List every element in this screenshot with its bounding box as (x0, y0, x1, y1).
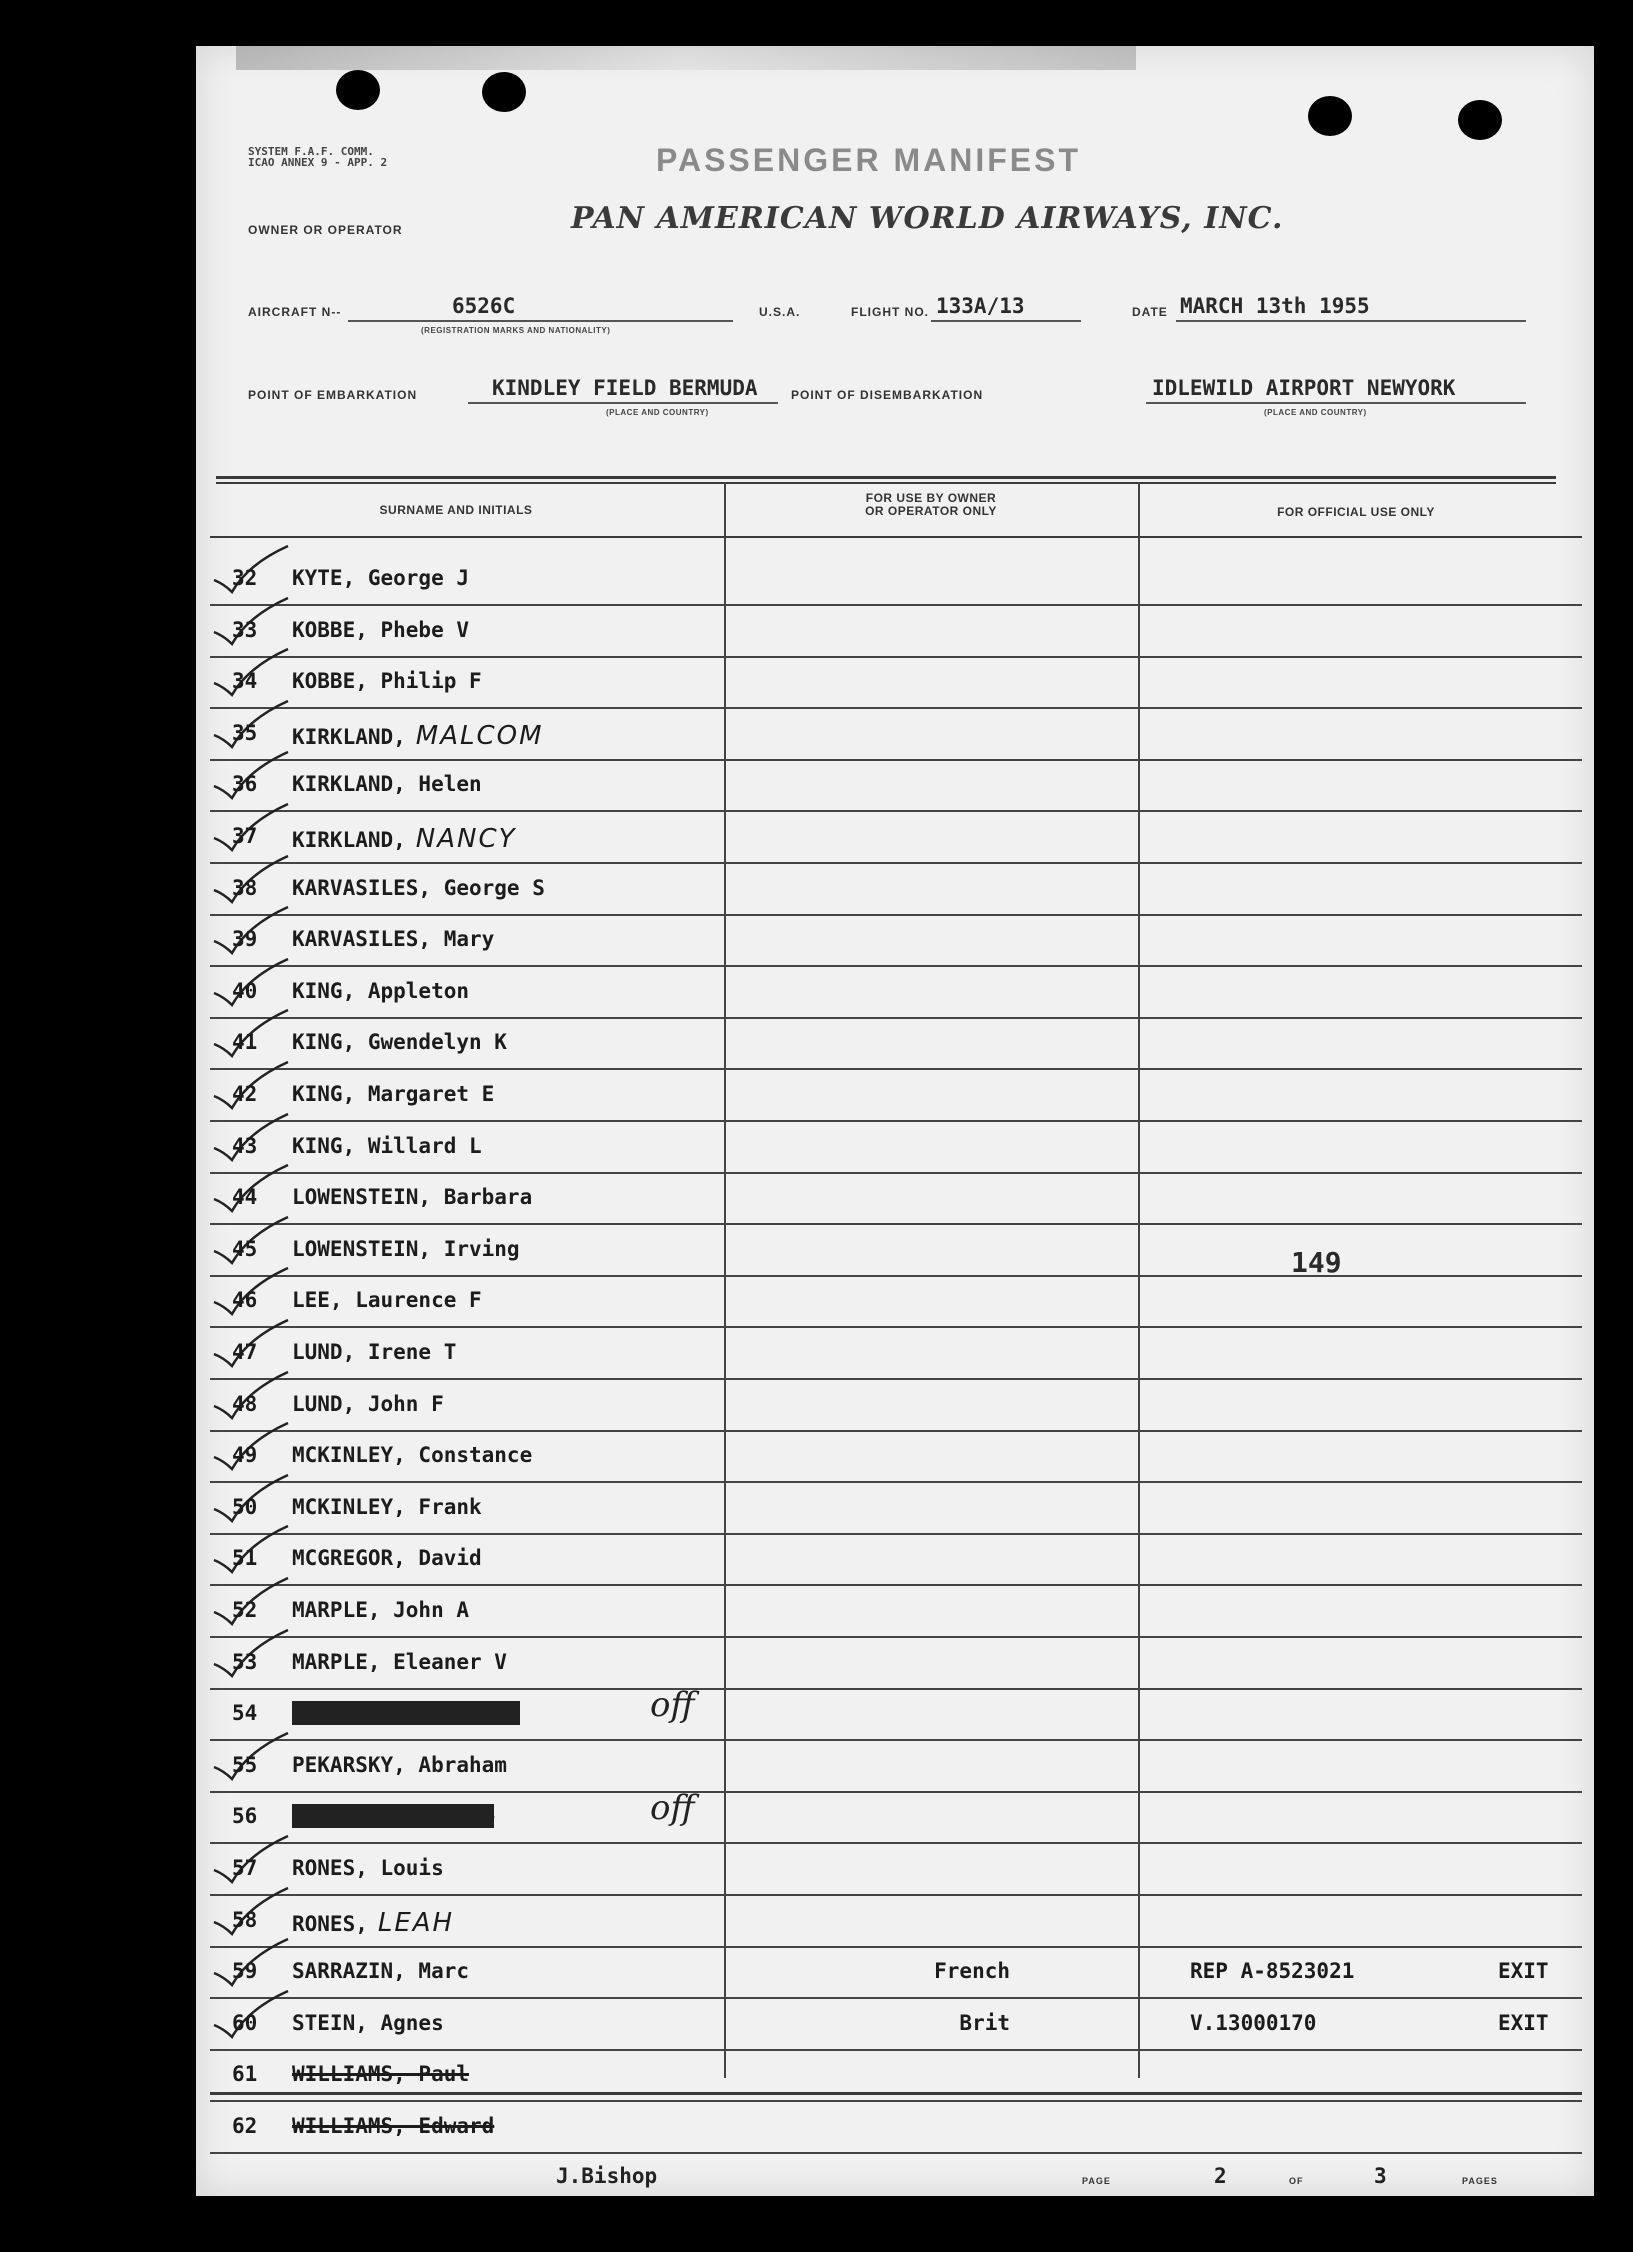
passenger-name (292, 1443, 532, 1467)
passenger-name (292, 1392, 444, 1416)
pages-label: PAGES (1462, 2176, 1498, 2186)
row-number: 60 (232, 2010, 258, 2035)
table-bottom-rule (210, 2092, 1582, 2095)
row-number: 52 (232, 1598, 258, 1622)
of-label: OF (1289, 2176, 1304, 2186)
row-number: 37 (232, 824, 258, 848)
passenger-surname: RONES, (292, 1911, 368, 1936)
row-number: 44 (232, 1185, 258, 1210)
passenger-name (292, 1288, 482, 1312)
aircraft-label: AIRCRAFT N-- (248, 305, 342, 319)
table-row (210, 1018, 1582, 1070)
nationality: French (934, 1959, 1010, 1984)
passenger-surname: KIRKLAND, Helen (292, 772, 482, 797)
passenger-surname: KING, Margaret E (292, 1082, 495, 1106)
table-row (210, 1586, 1582, 1638)
passenger-name (292, 1701, 520, 1725)
row-number: 55 (232, 1752, 258, 1777)
disembark-value: IDLEWILD AIRPORT NEWYORK (1152, 376, 1456, 400)
passenger-name (292, 566, 469, 590)
table-row (210, 1431, 1582, 1483)
table-row (210, 1225, 1582, 1277)
passenger-surname: STEIN, Agnes (292, 2010, 444, 2035)
passenger-surname: LUND, Irene T (292, 1340, 457, 1364)
table-row (210, 657, 1582, 709)
system-note-line2: ICAO ANNEX 9 - APP. 2 (248, 156, 388, 169)
row-number: 39 (232, 927, 258, 952)
passenger-name (292, 1856, 444, 1880)
passenger-name (292, 772, 482, 796)
table-row (210, 1741, 1582, 1793)
table-top-rule-2 (216, 482, 1556, 484)
passenger-name (292, 1546, 482, 1570)
passenger-name (292, 2114, 494, 2138)
system-note (248, 146, 387, 168)
table-row (210, 1483, 1582, 1535)
flight-line (931, 320, 1081, 322)
passenger-name (292, 1082, 494, 1106)
disembark-sub: (PLACE AND COUNTRY) (1264, 408, 1367, 417)
top-smudge (236, 46, 1136, 70)
passenger-surname: KING, Appleton (292, 978, 470, 1003)
passenger-surname: PEKARSKY, Abraham (292, 1752, 507, 1777)
signature: J.Bishop (556, 2164, 658, 2188)
table-row (210, 1328, 1582, 1380)
passenger-surname: WILLIAMS, Edward (292, 2114, 495, 2138)
passenger-surname: KIRKLAND, (292, 828, 406, 852)
row-number: 58 (232, 1907, 258, 1932)
table-top-rule (216, 476, 1556, 479)
passenger-name (292, 1908, 454, 1938)
row-number: 35 (232, 720, 258, 745)
table-row (210, 1788, 1582, 1844)
row-number: 43 (232, 1133, 258, 1158)
date-value: MARCH 13th 1955 (1180, 294, 1370, 318)
row-number: 53 (232, 1649, 258, 1674)
table-row (210, 915, 1582, 967)
passenger-surname: MCKINLEY, Frank (292, 1494, 482, 1519)
row-number: 57 (232, 1856, 258, 1880)
column-header-owner-line2: OR OPERATOR ONLY (865, 504, 997, 518)
table-row (210, 812, 1582, 864)
passenger-name (292, 876, 545, 900)
row-number: 50 (232, 1494, 258, 1519)
passenger-name (292, 2011, 444, 2035)
page-number: 2 (1214, 2164, 1227, 2188)
row-number: 36 (232, 772, 258, 797)
row-number: 51 (232, 1546, 258, 1571)
column-header-owner-line1: FOR USE BY OWNER (865, 491, 997, 505)
row-number: 41 (232, 1030, 258, 1055)
table-row (210, 864, 1582, 916)
passenger-name (292, 2062, 469, 2086)
embark-value: KINDLEY FIELD BERMUDA (492, 376, 758, 400)
row-number: 40 (232, 978, 258, 1003)
row-number: 56 (232, 1804, 258, 1829)
handwritten-name: MALCOM (415, 720, 544, 751)
page-total: 3 (1374, 2164, 1387, 2188)
passenger-surname: MARPLE, John A (292, 1598, 470, 1622)
passenger-surname: PIERCE, Denise E (292, 1804, 495, 1829)
passenger-name (292, 1495, 482, 1519)
official-status: EXIT (1498, 2010, 1549, 2035)
row-number: 42 (232, 1082, 258, 1106)
column-header-surname: SURNAME AND INITIALS (379, 503, 533, 517)
passenger-name (292, 1237, 520, 1261)
handwritten-name: NANCY (415, 824, 517, 854)
page-label: PAGE (1082, 2176, 1111, 2186)
row-number: 54 (232, 1701, 258, 1726)
passenger-name (292, 1598, 469, 1622)
row-number: 62 (232, 2114, 258, 2138)
table-row (210, 1844, 1582, 1896)
row-rule (210, 2152, 1582, 2154)
column-header-owner (736, 492, 1126, 518)
row-number: 61 (232, 2062, 258, 2087)
passenger-surname: WILLIAMS, Paul (292, 2062, 470, 2087)
table-row (210, 760, 1582, 812)
passenger-surname: KING, Gwendelyn K (292, 1030, 507, 1055)
passenger-name (292, 1804, 494, 1828)
system-note-line1: SYSTEM F.A.F. COMM. (248, 145, 374, 158)
passenger-surname: KARVASILES, George S (292, 875, 545, 900)
handwritten-name: LEAH (377, 1907, 455, 1938)
official-doc-number: V.13000170 (1190, 2010, 1317, 2035)
nationality: Brit (959, 2010, 1010, 2035)
passenger-surname: MCKINLEY, Constance (292, 1443, 533, 1468)
row-number: 49 (232, 1443, 258, 1468)
passenger-surname: RONES, Louis (292, 1856, 444, 1880)
date-line (1176, 320, 1526, 322)
table-row (210, 606, 1582, 658)
table-row (210, 1534, 1582, 1586)
table-row (210, 967, 1582, 1019)
row-number: 38 (232, 875, 258, 900)
row-number: 46 (232, 1288, 258, 1313)
table-row (210, 1896, 1582, 1948)
table-row (210, 1685, 1582, 1741)
official-stamp-number: 149 (1291, 1246, 1342, 1279)
row-number: 33 (232, 617, 258, 642)
passenger-name (292, 979, 469, 1003)
passenger-name (292, 1134, 482, 1158)
embark-label: POINT OF EMBARKATION (248, 388, 418, 402)
row-number: 45 (232, 1236, 258, 1261)
passenger-name (292, 1185, 532, 1209)
owner-value: PAN AMERICAN WORLD AIRWAYS, INC. (571, 201, 1284, 236)
passenger-name (292, 1030, 507, 1054)
owner-label: OWNER OR OPERATOR (248, 223, 403, 237)
row-number: 34 (232, 669, 258, 694)
table-row (210, 1947, 1582, 1999)
column-header-official: FOR OFFICIAL USE ONLY (1277, 505, 1435, 519)
embark-sub: (PLACE AND COUNTRY) (606, 408, 709, 417)
flight-value: 133A/13 (936, 294, 1025, 318)
manifest-page (196, 46, 1594, 2196)
passenger-name (292, 1753, 507, 1777)
table-row (210, 1173, 1582, 1225)
aircraft-line (348, 320, 733, 322)
punch-hole (1458, 100, 1502, 140)
usa-label: U.S.A. (759, 305, 801, 319)
aircraft-value: 6526C (452, 294, 516, 318)
passenger-surname: KING, Willard L (292, 1133, 482, 1158)
official-status: EXIT (1498, 1959, 1549, 1984)
table-row (210, 1276, 1582, 1328)
passenger-surname: MARPLE, Eleaner V (292, 1649, 507, 1674)
passenger-surname: LUND, John F (292, 1391, 444, 1416)
off-mark: off (650, 1788, 695, 1829)
table-row (210, 1638, 1582, 1690)
passenger-surname: LOWENSTEIN, Irving (292, 1236, 520, 1261)
punch-hole (1308, 96, 1352, 136)
passenger-name (292, 618, 469, 642)
table-row (210, 1122, 1582, 1174)
table-row (210, 1070, 1582, 1122)
page-title: PASSENGER MANIFEST (656, 142, 1081, 178)
punch-hole (336, 70, 380, 110)
passenger-surname: KOBBE, Phebe V (292, 617, 470, 642)
passenger-surname: OSBORNE, Eleanor C (292, 1701, 520, 1726)
passenger-surname: KYTE, George J (292, 566, 470, 590)
disembark-label: POINT OF DISEMBARKATION (791, 388, 984, 402)
passenger-name (292, 1340, 456, 1364)
table-row (210, 2102, 1582, 2154)
aircraft-sub: (REGISTRATION MARKS AND NATIONALITY) (421, 326, 611, 335)
passenger-name (292, 1959, 469, 1983)
passenger-surname: KIRKLAND, (292, 724, 406, 749)
row-number: 47 (232, 1340, 258, 1364)
official-doc-number: REP A-8523021 (1190, 1959, 1355, 1984)
header-underline (210, 536, 1582, 538)
table-row (210, 1380, 1582, 1432)
passenger-name (292, 1650, 507, 1674)
passenger-surname: MCGREGOR, David (292, 1546, 482, 1571)
passenger-name (292, 721, 544, 751)
row-number: 59 (232, 1959, 258, 1984)
passenger-name (292, 669, 482, 693)
passenger-name (292, 824, 517, 854)
off-mark: off (650, 1685, 695, 1726)
embark-line (468, 402, 778, 404)
passenger-surname: KOBBE, Philip F (292, 669, 482, 694)
table-row (210, 1999, 1582, 2051)
passenger-surname: KARVASILES, Mary (292, 927, 495, 952)
flight-label: FLIGHT NO. (851, 305, 929, 319)
punch-hole (482, 72, 526, 112)
passenger-surname: LOWENSTEIN, Barbara (292, 1185, 533, 1210)
passenger-name (292, 927, 494, 951)
row-number: 48 (232, 1391, 258, 1416)
row-number: 32 (232, 566, 258, 590)
passenger-surname: LEE, Laurence F (292, 1288, 482, 1313)
passenger-surname: SARRAZIN, Marc (292, 1959, 470, 1984)
table-row (210, 709, 1582, 761)
disembark-line (1146, 402, 1526, 404)
date-label: DATE (1132, 305, 1168, 319)
table-row (210, 554, 1582, 606)
